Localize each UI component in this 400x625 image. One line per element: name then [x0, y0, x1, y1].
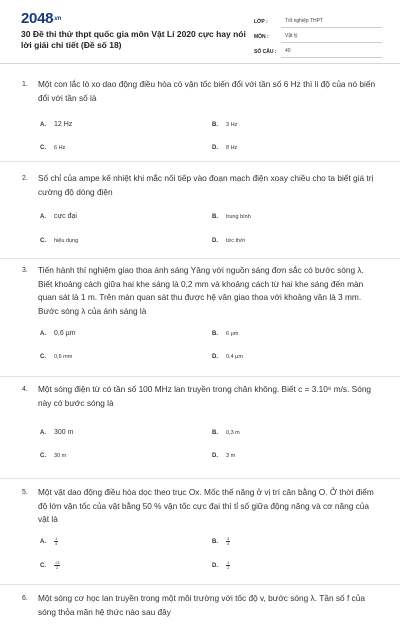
question-4: [0, 377, 400, 479]
option-d[interactable]: [212, 353, 243, 360]
option-d[interactable]: [212, 144, 237, 151]
logo-text: 2048: [21, 10, 54, 27]
option-value: cực đại: [54, 213, 77, 220]
option-letter: A.: [40, 214, 46, 220]
option-letter: A.: [40, 122, 46, 128]
option-a[interactable]: [40, 429, 73, 436]
option-letter: B.: [212, 122, 218, 128]
option-letter: D.: [212, 563, 218, 570]
option-value: hiệu dụng: [54, 238, 79, 244]
question-number: 3.: [22, 267, 28, 274]
meta-row-class: [254, 13, 382, 28]
option-value: 3 m: [226, 453, 236, 459]
option-letter: C.: [40, 453, 46, 459]
meta-row-count: [254, 43, 382, 58]
question-3: [0, 259, 400, 377]
option-letter: D.: [212, 354, 218, 360]
option-letter: D.: [212, 238, 218, 244]
question-2: [0, 162, 400, 259]
question-text: Tiến hành thí nghiệm giao thoa ánh sáng Yâng với nguồn sáng đơn sắc có bước sóng λ. Biết khoảng cách giữa hai khe sáng là 0,2 mm và khoảng cách từ hai khe sáng đến màn quan sát là 1 m. Trên màn quan sát thu được hệ vân giao thoa với khoảng vân là 3 mm. Bước sóng λ của ánh sáng là: [38, 265, 364, 316]
option-c[interactable]: [40, 452, 66, 459]
option-b[interactable]: [212, 121, 237, 128]
question-number: 6.: [22, 595, 28, 602]
option-value: 0,6 mm: [54, 354, 73, 360]
option-value: 30 m: [54, 453, 67, 459]
option-value: 0,6 μm: [54, 330, 76, 337]
option-d[interactable]: [212, 237, 245, 244]
site-logo[interactable]: [21, 10, 61, 27]
option-value: 0,4 μm: [226, 354, 243, 360]
option-b[interactable]: [212, 429, 240, 436]
option-letter: B.: [212, 430, 218, 436]
option-value: trung bình: [226, 214, 251, 220]
option-a[interactable]: [40, 213, 77, 220]
option-d[interactable]: [212, 561, 230, 570]
option-letter: D.: [212, 453, 218, 459]
fraction-numerator: 1: [55, 536, 58, 541]
document-meta: [254, 13, 382, 58]
option-a[interactable]: [40, 121, 72, 128]
option-letter: C.: [40, 145, 46, 151]
option-letter: D.: [212, 145, 218, 151]
fraction-value: [226, 537, 230, 546]
option-value: tức thời: [226, 238, 245, 244]
option-b[interactable]: [212, 213, 251, 220]
option-letter: A.: [40, 331, 46, 337]
fraction-value: [54, 561, 60, 570]
option-c[interactable]: [40, 237, 78, 244]
option-value: 0,3 m: [226, 430, 240, 436]
option-value: 12 Hz: [54, 121, 73, 128]
fraction-denominator: 4: [55, 541, 58, 546]
option-letter: B.: [212, 539, 218, 546]
fraction-value: [54, 537, 58, 546]
meta-row-subject: [254, 28, 382, 43]
option-a[interactable]: [40, 537, 58, 546]
option-c[interactable]: [40, 353, 72, 360]
meta-value-count: 40: [281, 48, 382, 58]
option-letter: C.: [40, 354, 46, 360]
meta-label-count: SỐ CÂU :: [254, 49, 277, 55]
question-1: [0, 64, 400, 162]
option-letter: C.: [40, 238, 46, 244]
option-a[interactable]: [40, 330, 76, 337]
question-text: Một sóng điện từ có tần số 100 MHz lan truyền trong chân không. Biết c = 3.10⁸ m/s. Sóng này có bước sóng là: [38, 384, 372, 408]
question-6: [0, 585, 400, 625]
option-value: 300 m: [54, 429, 74, 436]
fraction-numerator: 1: [227, 560, 230, 565]
question-5: [0, 479, 400, 585]
question-number: 2.: [22, 175, 28, 182]
option-letter: C.: [40, 563, 46, 570]
logo-suffix: .vn: [53, 16, 61, 23]
document-header: [0, 0, 400, 64]
option-letter: A.: [40, 430, 46, 436]
fraction-denominator: 2: [56, 565, 59, 570]
question-text: Số chỉ của ampe kế nhiệt khi mắc nối tiếp vào đoạn mạch điện xoay chiều cho ta biết giá trị cường độ dòng điện: [38, 173, 374, 197]
fraction-numerator: √3: [55, 560, 60, 565]
question-text: Một sóng cơ học lan truyền trong một môi trường với tốc độ v, bước sóng λ. Tần số f của sóng thỏa mãn hệ thức nào sau đây: [38, 593, 365, 617]
fraction-value: [226, 561, 230, 570]
option-value: 6 μm: [226, 331, 239, 337]
option-value: 6 Hz: [54, 145, 66, 151]
option-b[interactable]: [212, 537, 230, 546]
question-number: 5.: [22, 489, 28, 496]
question-number: 4.: [22, 386, 28, 393]
document-title: 30 Đề thi thử thpt quốc gia môn Vật Lí 2020 cực hay nói lời giải chi tiết (Đề số 18): [21, 29, 246, 50]
meta-label-subject: MÔN :: [254, 34, 269, 40]
option-c[interactable]: [40, 144, 65, 151]
fraction-numerator: 3: [227, 536, 230, 541]
option-letter: B.: [212, 331, 218, 337]
option-b[interactable]: [212, 330, 238, 337]
meta-value-subject: Vật lý: [281, 33, 382, 43]
option-letter: B.: [212, 214, 218, 220]
question-text: Một vật dao động điều hòa dọc theo trục Ox. Mốc thế năng ở vị trí cân bằng O. Ở thời điểm độ lớn vận tốc của vật bằng 50 % vận tốc cực đại thì tỉ số giữa động năng và cơ năng của vật là: [38, 487, 374, 524]
option-value: 8 Hz: [226, 145, 238, 151]
question-number: 1.: [22, 81, 28, 88]
meta-value-class: Tốt nghiệp THPT: [281, 18, 382, 28]
option-letter: A.: [40, 539, 46, 546]
option-c[interactable]: [40, 561, 60, 570]
fraction-denominator: 4: [227, 541, 230, 546]
option-value: 3 Hz: [226, 122, 238, 128]
fraction-denominator: 2: [227, 565, 230, 570]
option-d[interactable]: [212, 452, 235, 459]
question-text: Một con lắc lò xo dao động điều hòa có vận tốc biến đổi với tần số 6 Hz thì li độ của nó biến đổi với tần số là: [38, 79, 376, 103]
meta-label-class: LỚP :: [254, 19, 268, 25]
